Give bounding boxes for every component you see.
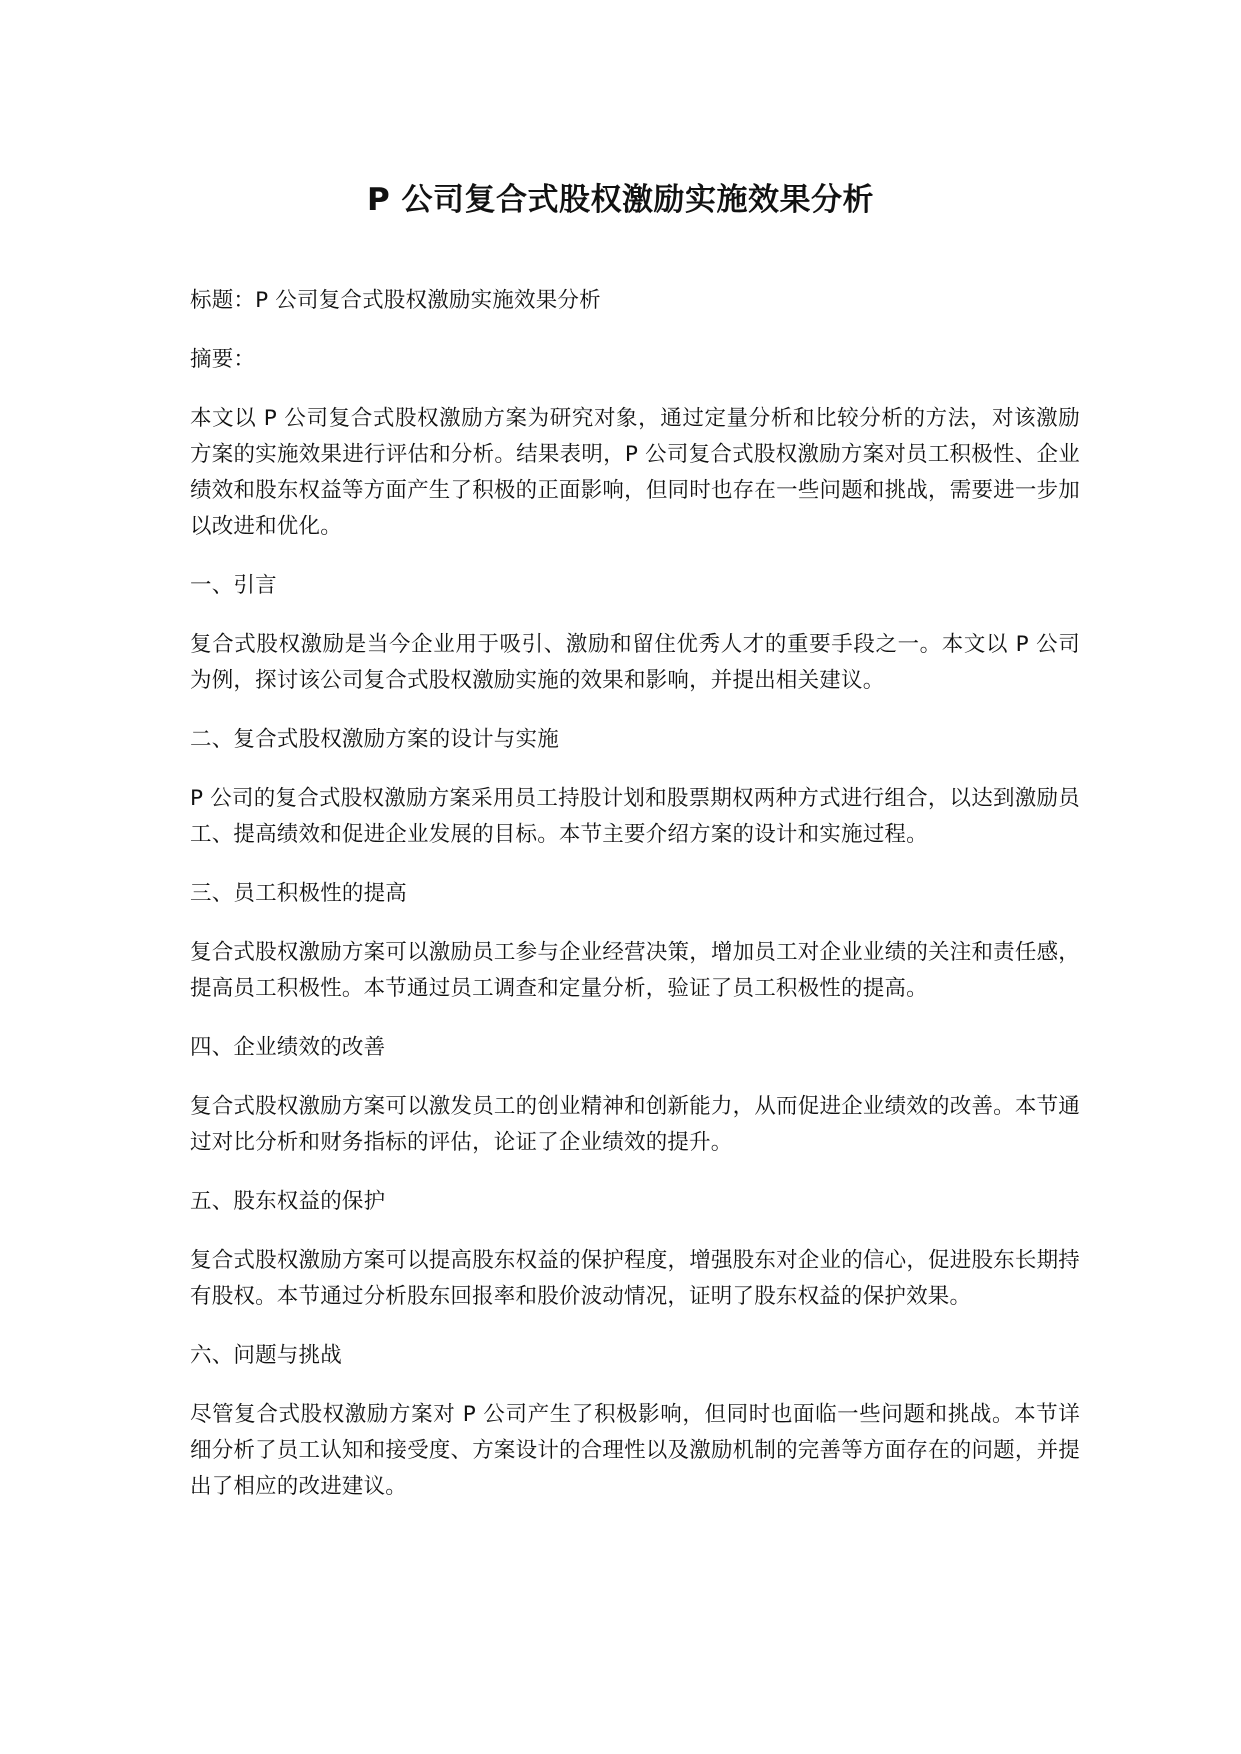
- section-heading-introduction: 一、引言: [190, 573, 277, 598]
- abstract-paragraph: 本文以 P 公司复合式股权激励方案为研究对象，通过定量分析和比较分析的方法，对该激励方案的实施效果进行评估和分析。结果表明，P 公司复合式股权激励方案对员工积极性、企业绩效和股东权益等方面产生了积极的正面影响，但同时也存在一些问题和挑战，需要进一步加以改进和优化。: [190, 406, 1080, 539]
- section-paragraph-employee-motivation: 复合式股权激励方案可以激励员工参与企业经营决策，增加员工对企业业绩的关注和责任感，提高员工积极性。本节通过员工调查和定量分析，验证了员工积极性的提高。: [190, 940, 1080, 1001]
- section-paragraph-performance: 复合式股权激励方案可以激发员工的创业精神和创新能力，从而促进企业绩效的改善。本节通过对比分析和财务指标的评估，论证了企业绩效的提升。: [190, 1094, 1080, 1155]
- section-heading-problems: 六、问题与挑战: [190, 1343, 342, 1368]
- section-paragraph-problems: 尽管复合式股权激励方案对 P 公司产生了积极影响，但同时也面临一些问题和挑战。本节详细分析了员工认知和接受度、方案设计的合理性以及激励机制的完善等方面存在的问题，并提出了相应的改进建议。: [190, 1402, 1080, 1499]
- section-heading-performance: 四、企业绩效的改善: [190, 1035, 386, 1060]
- title-line: 标题：P 公司复合式股权激励实施效果分析: [190, 288, 601, 313]
- document-body: [190, 283, 1080, 1528]
- abstract-label: 摘要：: [190, 347, 256, 372]
- document-title: P 公司复合式股权激励实施效果分析: [366, 182, 874, 218]
- section-paragraph-introduction: 复合式股权激励是当今企业用于吸引、激励和留住优秀人才的重要手段之一。本文以 P 公司为例，探讨该公司复合式股权激励实施的效果和影响，并提出相关建议。: [190, 632, 1080, 693]
- section-paragraph-shareholder-rights: 复合式股权激励方案可以提高股东权益的保护程度，增强股东对企业的信心，促进股东长期持有股权。本节通过分析股东回报率和股价波动情况，证明了股东权益的保护效果。: [190, 1248, 1080, 1309]
- section-paragraph-design: P 公司的复合式股权激励方案采用员工持股计划和股票期权两种方式进行组合，以达到激励员工、提高绩效和促进企业发展的目标。本节主要介绍方案的设计和实施过程。: [190, 786, 1080, 847]
- section-heading-shareholder-rights: 五、股东权益的保护: [190, 1189, 386, 1214]
- section-heading-design: 二、复合式股权激励方案的设计与实施: [190, 727, 559, 752]
- section-heading-employee-motivation: 三、员工积极性的提高: [190, 881, 408, 906]
